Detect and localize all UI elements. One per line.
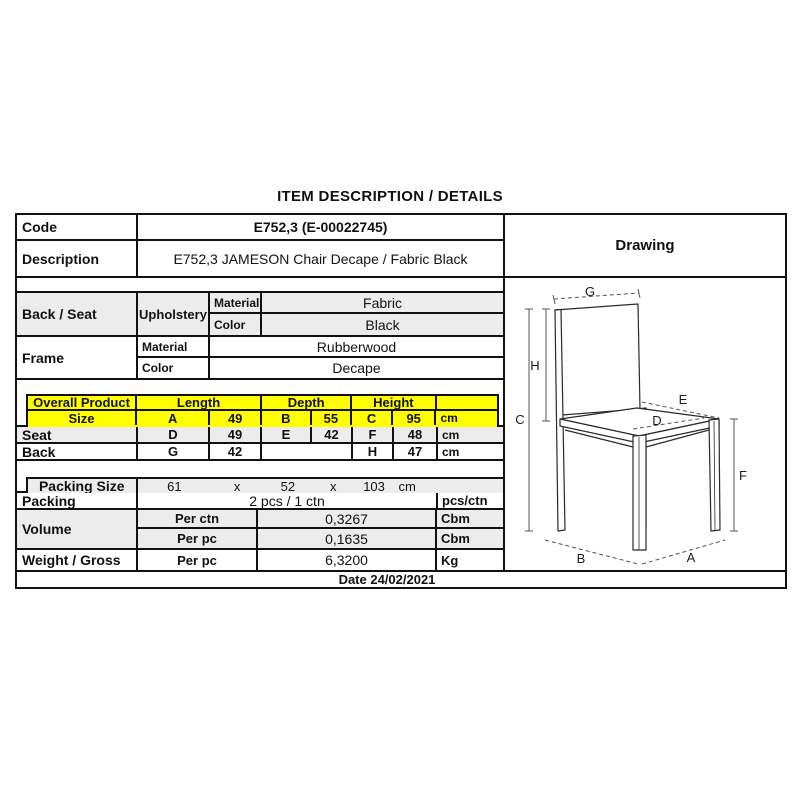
overall-c-key: C	[352, 411, 393, 425]
seat-label: Seat	[17, 427, 138, 442]
volume-label: Volume	[17, 510, 138, 548]
dim-label-a: A	[686, 550, 696, 565]
frame-section	[17, 337, 503, 380]
back-size-row	[17, 444, 503, 461]
seat-f-value: 48	[394, 427, 438, 442]
frame-material-label: Material	[138, 337, 210, 356]
per-ctn-value: 0,3267	[258, 510, 437, 527]
packing-row	[17, 493, 503, 510]
weight-label: Weight / Gross	[17, 550, 138, 570]
unit-header-blank	[437, 396, 497, 409]
height-header: Height	[352, 396, 436, 409]
overall-label-line1: Overall Product	[28, 396, 137, 409]
dim-label-h: H	[530, 358, 540, 373]
seat-e-value: 42	[312, 427, 353, 442]
description-label: Description	[17, 241, 138, 276]
packing-size-filler	[438, 479, 503, 493]
dim-label-e: E	[678, 392, 688, 407]
seat-d-value: 49	[210, 427, 262, 442]
back-h-key: H	[353, 444, 394, 459]
depth-header: Depth	[262, 396, 352, 409]
back-g-value: 42	[210, 444, 262, 459]
drawing-column	[503, 215, 785, 570]
gap-row	[17, 278, 503, 293]
frame-color-label: Color	[138, 358, 210, 378]
frame-label: Frame	[17, 337, 138, 378]
overall-a-key: A	[137, 411, 210, 425]
back-unit: cm	[442, 444, 460, 459]
length-header: Length	[137, 396, 262, 409]
gap-row	[17, 380, 503, 394]
date-row: Date 24/02/2021	[17, 570, 785, 587]
back-seat-label: Back / Seat	[17, 293, 138, 335]
dim-label-d: D	[652, 413, 662, 428]
packing-size-unit: cm	[398, 479, 416, 493]
overall-a-value: 49	[210, 411, 262, 425]
weight-value: 6,3200	[258, 550, 437, 570]
packing-size-dim2: 52	[280, 479, 296, 493]
spec-table	[15, 213, 787, 589]
code-value: E752,3 (E-00022745)	[253, 219, 388, 235]
overall-unit: cm	[440, 411, 458, 425]
volume-section	[17, 510, 503, 550]
back-g-key: G	[138, 444, 210, 459]
chair-drawing-svg	[505, 278, 785, 568]
overall-size-block	[26, 394, 499, 427]
per-pc-value: 0,1635	[258, 529, 437, 548]
drawing-title: Drawing	[505, 215, 785, 278]
dim-label-f: F	[739, 468, 747, 483]
packing-size-x2: x	[329, 479, 337, 493]
packing-size-x1: x	[233, 479, 241, 493]
overall-b-value: 55	[312, 411, 353, 425]
packing-value: 2 pcs / 1 ctn	[138, 493, 438, 508]
overall-b-key: B	[262, 411, 312, 425]
packing-size-dim3: 103	[363, 479, 385, 493]
code-label: Code	[17, 215, 138, 239]
chair-drawing	[505, 278, 785, 568]
dim-label-c: C	[515, 412, 525, 427]
code-row	[17, 215, 503, 241]
frame-material-value: Rubberwood	[316, 338, 397, 355]
seat-e-key: E	[262, 427, 312, 442]
seat-d-key: D	[138, 427, 210, 442]
page-title: ITEM DESCRIPTION / DETAILS	[277, 188, 503, 205]
overall-size-block-row	[17, 394, 503, 427]
per-ctn-unit: Cbm	[441, 511, 470, 526]
upholstery-label: Upholstery	[138, 293, 210, 335]
spec-table-left	[17, 215, 503, 570]
seat-f-key: F	[353, 427, 394, 442]
packing-size-dim1: 61	[167, 479, 182, 493]
weight-row	[17, 550, 503, 570]
per-ctn-label: Per ctn	[138, 510, 258, 527]
weight-unit: Kg	[441, 552, 459, 568]
seat-unit: cm	[442, 427, 460, 442]
packing-label: Packing	[17, 493, 138, 508]
overall-label-line2: Size	[28, 411, 137, 425]
description-row	[17, 241, 503, 278]
description-value: E752,3 JAMESON Chair Decape / Fabric Black	[173, 250, 468, 267]
back-seat-material-value: Fabric	[363, 294, 402, 311]
weight-key: Per pc	[138, 550, 258, 570]
back-seat-color-value: Black	[365, 316, 400, 333]
back-label: Back	[17, 444, 138, 459]
per-pc-unit: Cbm	[441, 531, 470, 546]
overall-c-value: 95	[393, 411, 437, 425]
packing-unit: pcs/ctn	[442, 493, 488, 508]
per-pc-label: Per pc	[138, 529, 258, 548]
back-seat-material-label: Material	[210, 293, 262, 312]
back-seat-section	[17, 293, 503, 337]
seat-size-row	[17, 427, 503, 444]
gap-row	[17, 461, 503, 477]
back-seat-color-label: Color	[210, 314, 262, 335]
dim-label-g: G	[584, 284, 596, 299]
frame-color-value: Decape	[332, 360, 381, 376]
back-depth-blank	[262, 444, 353, 459]
dim-label-b: B	[576, 551, 586, 566]
packing-size-row	[17, 477, 503, 493]
back-h-value: 47	[394, 444, 438, 459]
packing-size-label: Packing Size	[28, 479, 138, 493]
